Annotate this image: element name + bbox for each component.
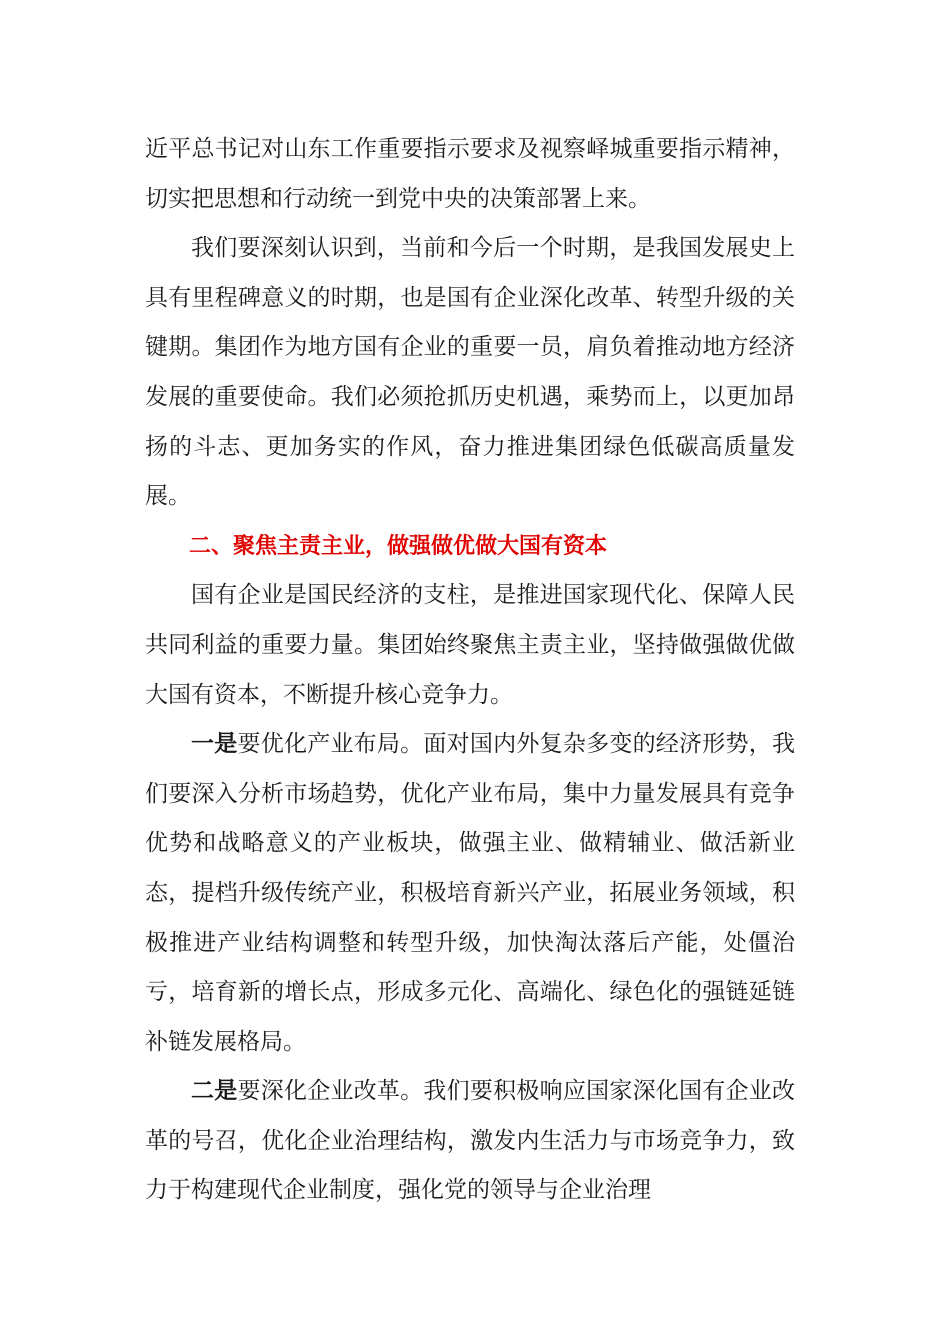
- section-heading-2: 二、聚焦主责主业，做强做优做大国有资本: [189, 533, 608, 559]
- point-one-lead: 一是: [191, 731, 238, 758]
- point-one-body: 要优化产业布局。面对国内外复杂多变的经济形势，我们要深入分析市场趋势，优化产业布局，集中力量发展具有竞争优势和战略意义的产业板块，做强主业、做精辅业、做活新业态，提档升级传统产业，积极培育新兴产业，拓展业务领域，积极推进产业结构调整和转型升级，加快淘汰落后产能，处僵治亏，培育新的增长点，形成多元化、高端化、绿色化的强链延链补链发展格局。: [145, 731, 796, 1055]
- point-two-lead: 二是: [191, 1078, 238, 1105]
- paragraph-point-two: [145, 1067, 795, 1216]
- paragraph-continuation: 近平总书记对山东工作重要指示要求及视察峄城重要指示精神，切实把思想和行动统一到党中央的决策部署上来。: [145, 136, 795, 212]
- document-page: [145, 125, 795, 1216]
- paragraph-recognition: 我们要深刻认识到，当前和今后一个时期，是我国发展史上具有里程碑意义的时期，也是国有企业深化改革、转型升级的关键期。集团作为地方国有企业的重要一员，肩负着推动地方经济发展的重要使命。我们必须抢抓历史机遇，乘势而上，以更加昂扬的斗志、更加务实的作风，奋力推进集团绿色低碳高质量发展。: [145, 235, 795, 510]
- point-two-body: 要深化企业改革。我们要积极响应国家深化国有企业改革的号召，优化企业治理结构，激发内生活力与市场竞争力，致力于构建现代企业制度，强化党的领导与企业治理: [145, 1078, 796, 1204]
- paragraph-soe-pillar: 国有企业是国民经济的支柱，是推进国家现代化、保障人民共同利益的重要力量。集团始终聚焦主责主业，坚持做强做优做大国有资本，不断提升核心竞争力。: [145, 582, 795, 708]
- paragraph-point-one: [145, 720, 795, 1067]
